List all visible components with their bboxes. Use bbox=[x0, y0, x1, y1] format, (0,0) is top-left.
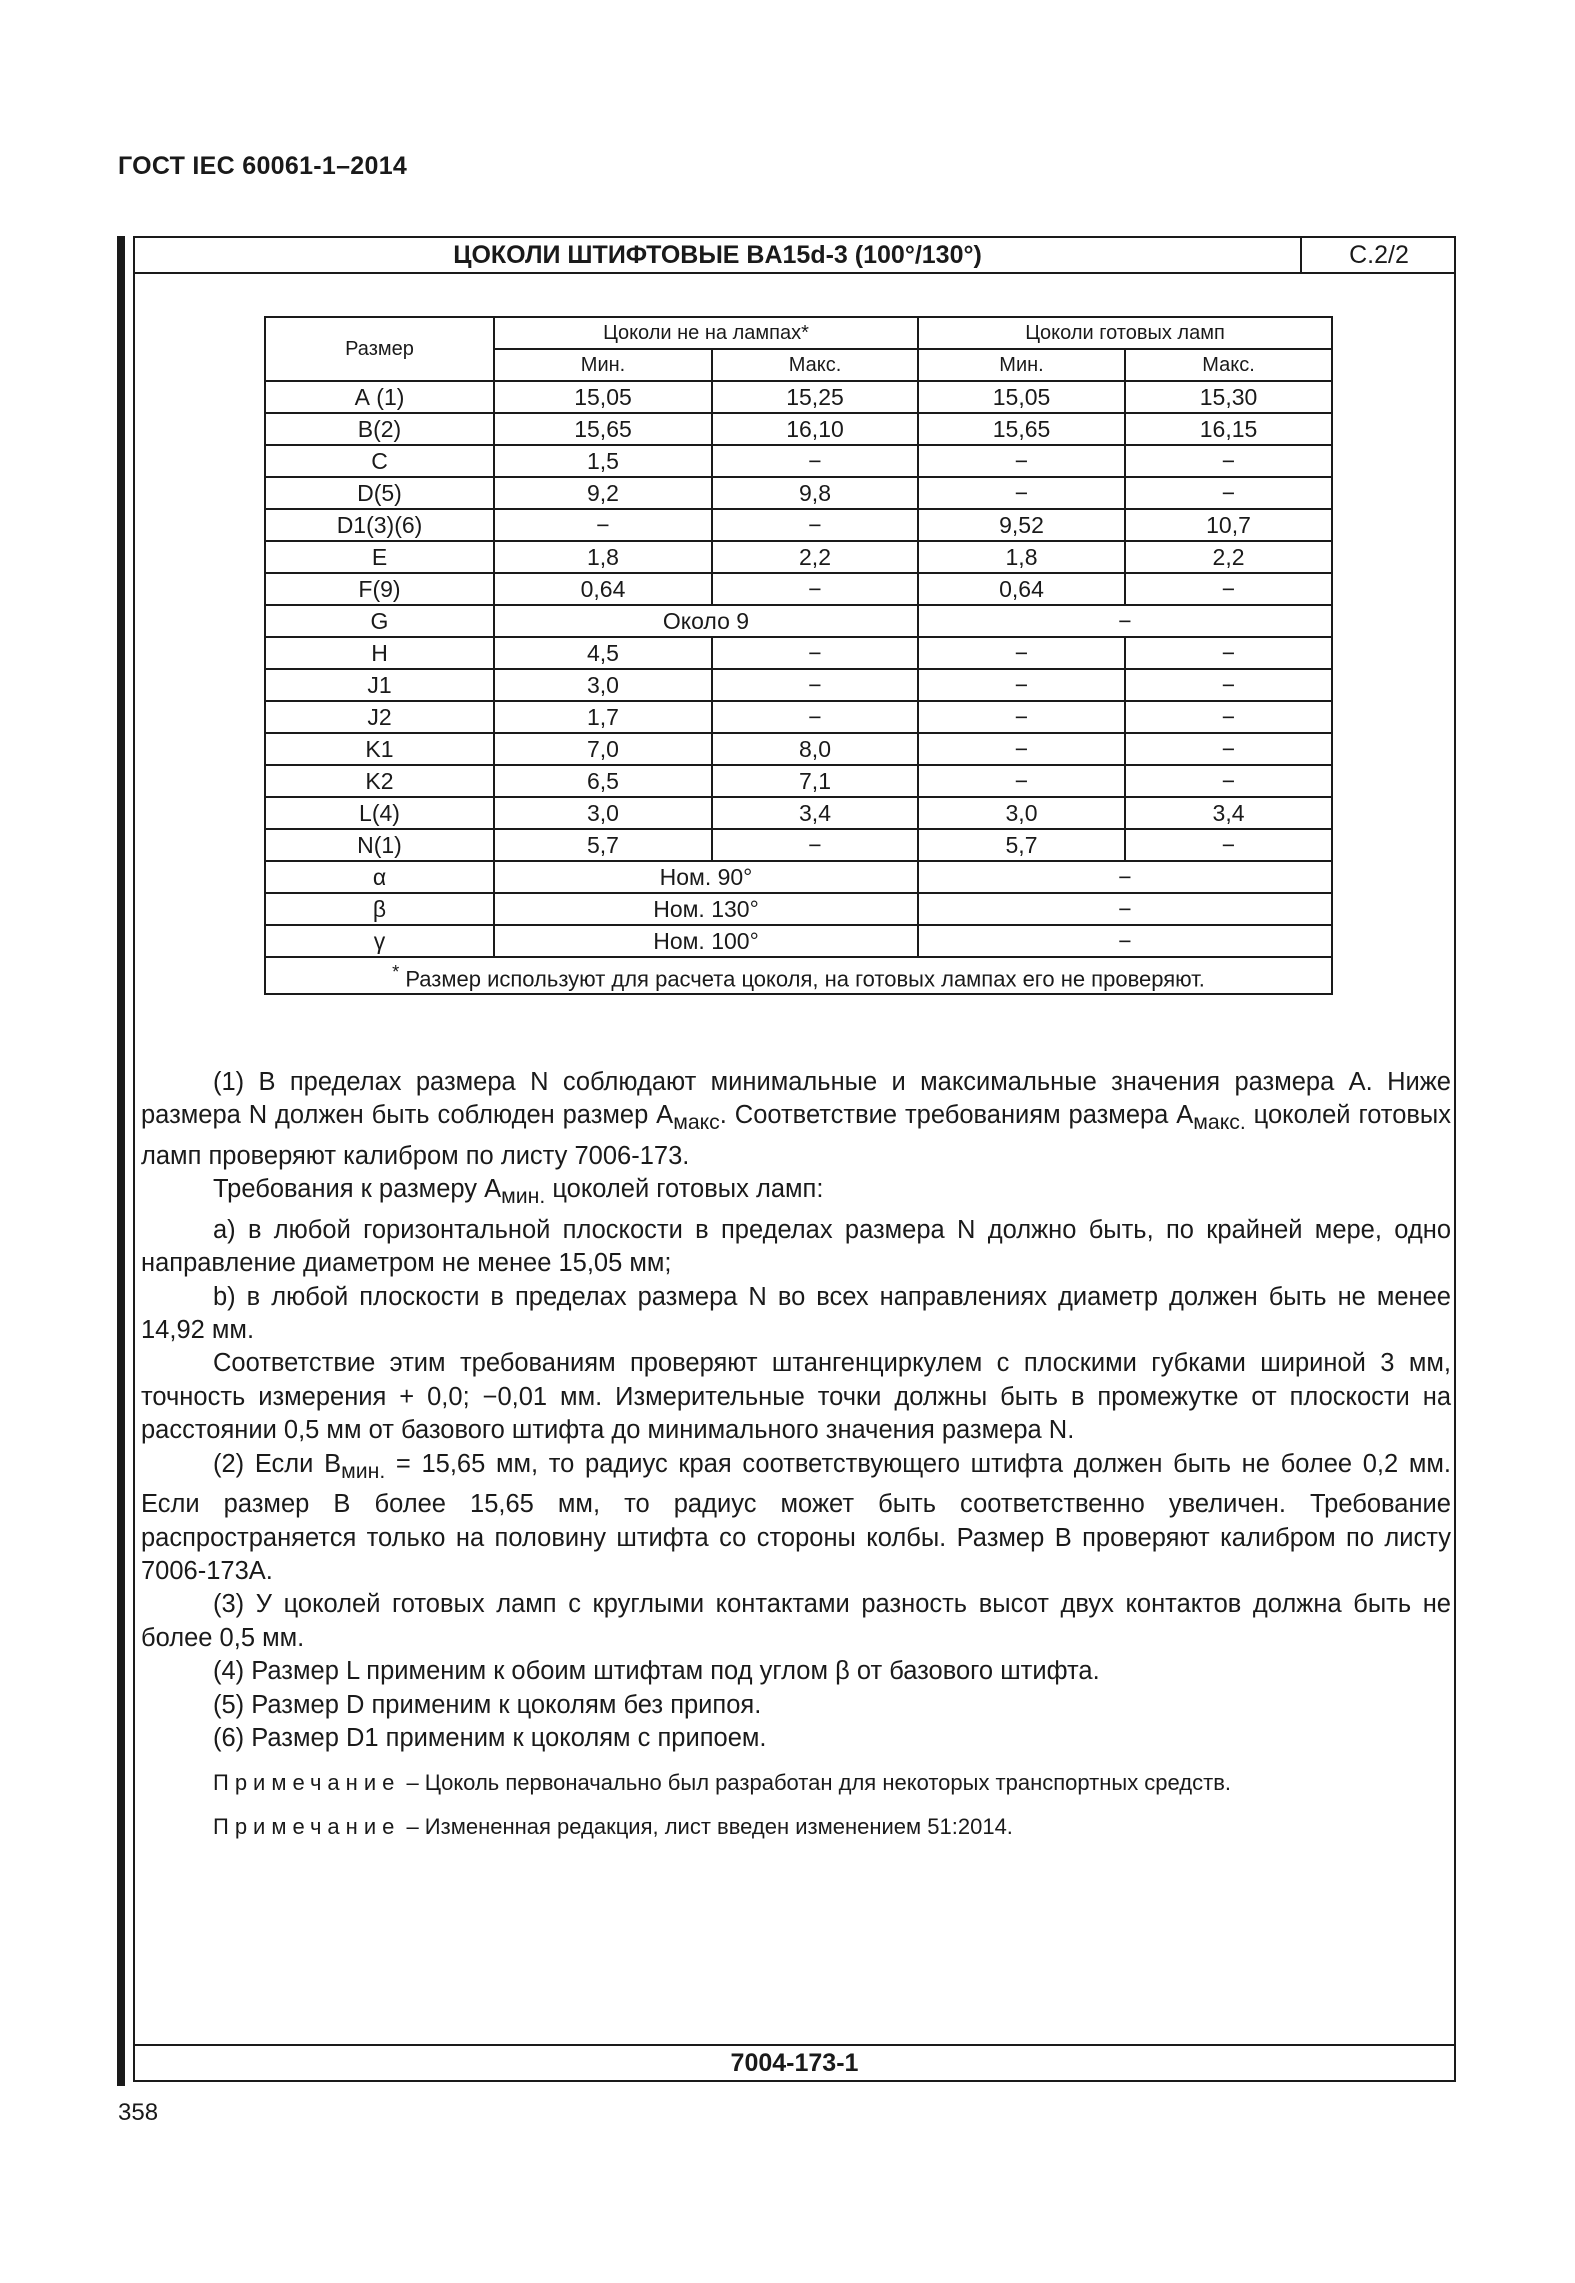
notes-text bbox=[141, 1066, 1451, 1843]
group-header-lamps: Цоколи готовых ламп bbox=[918, 317, 1332, 349]
size-cell: F(9) bbox=[265, 573, 494, 605]
value-cell: Ном. 90° bbox=[494, 861, 918, 893]
table-row bbox=[265, 637, 1332, 669]
size-cell: α bbox=[265, 861, 494, 893]
value-cell: 3,0 bbox=[494, 797, 712, 829]
title-row bbox=[135, 238, 1454, 274]
table-row bbox=[265, 541, 1332, 573]
value-cell: − bbox=[1125, 701, 1332, 733]
value-cell: − bbox=[918, 637, 1125, 669]
size-cell: J2 bbox=[265, 701, 494, 733]
value-cell: 15,25 bbox=[712, 381, 918, 413]
paragraph: (2) Если $В_{мин.} = 15,65$ мм, то радиус края соответствующего штифта должен быть не более 0,2 мм. Если размер В более 15,65 мм, то радиус может быть соответственно увеличен. Требование распространяется только на половину штифта со стороны колбы. Размер В проверяют калибром по листу 7006-173А. bbox=[141, 1449, 1451, 1585]
value-cell: 8,0 bbox=[712, 733, 918, 765]
value-cell: − bbox=[712, 637, 918, 669]
value-cell: 3,0 bbox=[918, 797, 1125, 829]
table-row bbox=[265, 605, 1332, 637]
size-cell: β bbox=[265, 893, 494, 925]
table-row bbox=[265, 381, 1332, 413]
value-cell: − bbox=[918, 669, 1125, 701]
table-row bbox=[265, 509, 1332, 541]
min-header: Мин. bbox=[494, 349, 712, 381]
table-row bbox=[265, 701, 1332, 733]
paragraph: (3) У цоколей готовых ламп с круглыми контактами разность высот двух контактов должна быть не более 0,5 мм. bbox=[141, 1590, 1451, 1652]
page-number: 358 bbox=[118, 2099, 159, 2126]
value-cell: 15,65 bbox=[918, 413, 1125, 445]
value-cell: − bbox=[712, 669, 918, 701]
table-row bbox=[265, 893, 1332, 925]
value-cell: 1,8 bbox=[918, 541, 1125, 573]
value-cell: 3,4 bbox=[1125, 797, 1332, 829]
paragraph: (6) Размер D1 применим к цоколям с припоем. bbox=[213, 1724, 767, 1752]
value-cell: − bbox=[918, 445, 1125, 477]
sheet-title: ЦОКОЛИ ШТИФТОВЫЕ BA15d-3 (100°/130°) bbox=[453, 241, 982, 269]
value-cell: − bbox=[918, 861, 1332, 893]
table-header-row bbox=[265, 317, 1332, 349]
value-cell: − bbox=[1125, 829, 1332, 861]
size-cell: K1 bbox=[265, 733, 494, 765]
value-cell: − bbox=[1125, 573, 1332, 605]
size-cell: D(5) bbox=[265, 477, 494, 509]
size-cell: G bbox=[265, 605, 494, 637]
value-cell: Ном. 130° bbox=[494, 893, 918, 925]
value-cell: − bbox=[1125, 765, 1332, 797]
table-row bbox=[265, 733, 1332, 765]
value-cell: − bbox=[918, 765, 1125, 797]
value-cell: − bbox=[1125, 477, 1332, 509]
value-cell: Около 9 bbox=[494, 605, 918, 637]
value-cell: 3,4 bbox=[712, 797, 918, 829]
value-cell: 1,8 bbox=[494, 541, 712, 573]
size-cell: N(1) bbox=[265, 829, 494, 861]
value-cell: 15,65 bbox=[494, 413, 712, 445]
min-header: Мин. bbox=[918, 349, 1125, 381]
value-cell: − bbox=[1125, 733, 1332, 765]
value-cell: − bbox=[712, 701, 918, 733]
value-cell: 16,10 bbox=[712, 413, 918, 445]
value-cell: 2,2 bbox=[712, 541, 918, 573]
footnote-text: Размер используют для расчета цоколя, на готовых лампах его не проверяют. bbox=[399, 966, 1205, 992]
value-cell: 7,1 bbox=[712, 765, 918, 797]
value-cell: − bbox=[712, 829, 918, 861]
paragraph: a) в любой горизонтальной плоскости в пределах размера N должно быть, по крайней мере, одно направление диаметром не менее 15,05 мм; bbox=[141, 1215, 1451, 1278]
value-cell: − bbox=[918, 733, 1125, 765]
table-row bbox=[265, 829, 1332, 861]
size-cell: K2 bbox=[265, 765, 494, 797]
table-footnote-row bbox=[265, 957, 1332, 994]
value-cell: 15,05 bbox=[918, 381, 1125, 413]
value-cell: 5,7 bbox=[494, 829, 712, 861]
table-row bbox=[265, 765, 1332, 797]
dimensions-table bbox=[264, 316, 1333, 995]
value-cell: − bbox=[1125, 445, 1332, 477]
size-cell: C bbox=[265, 445, 494, 477]
value-cell: 1,5 bbox=[494, 445, 712, 477]
value-cell: − bbox=[918, 701, 1125, 733]
value-cell: − bbox=[918, 605, 1332, 637]
max-header: Макс. bbox=[712, 349, 918, 381]
table-row bbox=[265, 669, 1332, 701]
value-cell: 0,64 bbox=[918, 573, 1125, 605]
size-cell: В(2) bbox=[265, 413, 494, 445]
value-cell: 9,52 bbox=[918, 509, 1125, 541]
note: Примечание – Измененная редакция, лист введен изменением 51:2014. bbox=[213, 1814, 1013, 1840]
value-cell: − bbox=[1125, 669, 1332, 701]
value-cell: − bbox=[712, 445, 918, 477]
value-cell: 15,05 bbox=[494, 381, 712, 413]
value-cell: 15,30 bbox=[1125, 381, 1332, 413]
value-cell: 9,8 bbox=[712, 477, 918, 509]
max-header: Макс. bbox=[1125, 349, 1332, 381]
table-footnote bbox=[265, 957, 1332, 994]
table-row bbox=[265, 797, 1332, 829]
value-cell: 1,7 bbox=[494, 701, 712, 733]
size-cell: L(4) bbox=[265, 797, 494, 829]
standard-header: ГОСТ IEC 60061-1–2014 bbox=[118, 152, 408, 180]
size-cell: γ bbox=[265, 925, 494, 957]
table-row bbox=[265, 477, 1332, 509]
table-row bbox=[265, 573, 1332, 605]
footnote-mark: * bbox=[392, 961, 400, 982]
value-cell: 0,64 bbox=[494, 573, 712, 605]
value-cell: 9,2 bbox=[494, 477, 712, 509]
note: Примечание – Цоколь первоначально был разработан для некоторых транспортных средств. bbox=[213, 1770, 1232, 1796]
size-cell: J1 bbox=[265, 669, 494, 701]
value-cell: 7,0 bbox=[494, 733, 712, 765]
value-cell: 4,5 bbox=[494, 637, 712, 669]
value-cell: − bbox=[918, 893, 1332, 925]
value-cell: − bbox=[712, 573, 918, 605]
value-cell: 16,15 bbox=[1125, 413, 1332, 445]
paragraph: Требования к размеру $А_{мин.}$ цоколей готовых ламп: bbox=[213, 1175, 824, 1209]
paragraph: (1) В пределах размера N соблюдают минимальные и максимальные значения размера А. Ниже размера N должен быть соблюден размер $А_{макс}$. Соответствие требованиям размера $А_{макс.}$ цоколей готовых ламп проверяют калибром по листу 7006-173. bbox=[141, 1068, 1452, 1170]
margin-bar bbox=[117, 236, 125, 2086]
value-cell: − bbox=[494, 509, 712, 541]
value-cell: Ном. 100° bbox=[494, 925, 918, 957]
table-row bbox=[265, 861, 1332, 893]
sheet-number: С.2/2 bbox=[1300, 238, 1456, 272]
value-cell: − bbox=[918, 477, 1125, 509]
value-cell: 10,7 bbox=[1125, 509, 1332, 541]
paragraph: (5) Размер D применим к цоколям без припоя. bbox=[213, 1690, 762, 1719]
paragraph: Соответствие этим требованиям проверяют штангенциркулем с плоскими губками шириной 3 мм, точность измерения + 0,0; −0,01 мм. Измерительные точки должны быть в промежутке от плоскости на расстоянии 0,5 мм от базового штифта до минимального значения размера N. bbox=[141, 1349, 1451, 1445]
value-cell: − bbox=[1125, 637, 1332, 669]
group-header-bases: Цоколи не на лампах* bbox=[494, 317, 918, 349]
value-cell: 6,5 bbox=[494, 765, 712, 797]
paragraph: (4) Размер L применим к обоим штифтам под углом β от базового штифта. bbox=[213, 1657, 1100, 1686]
paragraph: b) в любой плоскости в пределах размера N во всех направлениях диаметр должен быть не менее 14,92 мм. bbox=[141, 1282, 1451, 1345]
size-cell: А (1) bbox=[265, 381, 494, 413]
value-cell: − bbox=[712, 509, 918, 541]
size-cell: D1(3)(6) bbox=[265, 509, 494, 541]
table-row bbox=[265, 445, 1332, 477]
size-cell: H bbox=[265, 637, 494, 669]
value-cell: 2,2 bbox=[1125, 541, 1332, 573]
value-cell: 5,7 bbox=[918, 829, 1125, 861]
size-cell: E bbox=[265, 541, 494, 573]
table-row bbox=[265, 413, 1332, 445]
col-size-header: Размер bbox=[265, 317, 494, 381]
sheet-code: 7004-173-1 bbox=[135, 2044, 1454, 2080]
table-row bbox=[265, 925, 1332, 957]
value-cell: − bbox=[918, 925, 1332, 957]
value-cell: 3,0 bbox=[494, 669, 712, 701]
